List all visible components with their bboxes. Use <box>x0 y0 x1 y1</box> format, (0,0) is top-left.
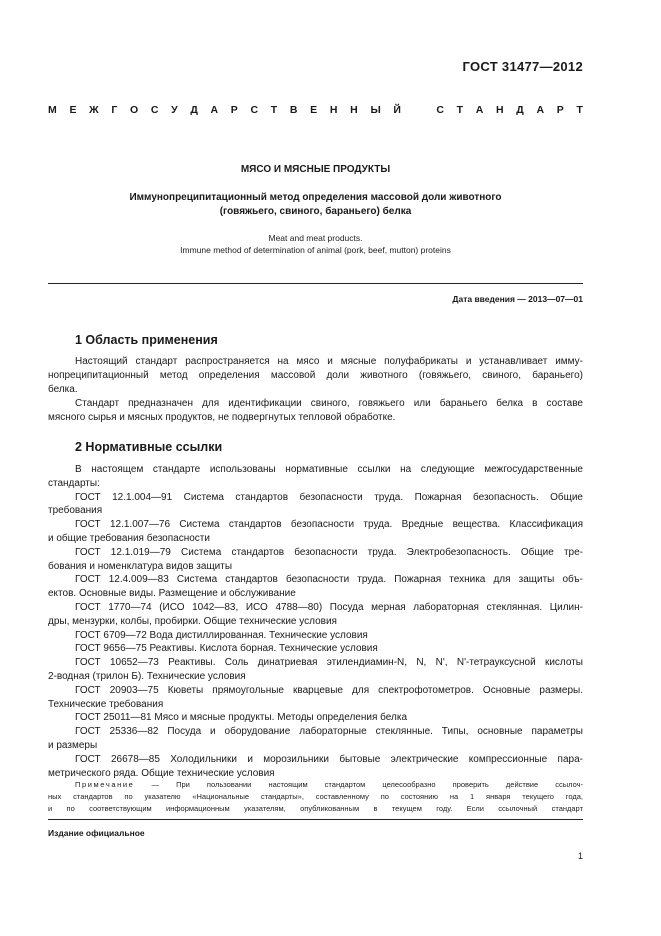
reference-line: ГОСТ 20903—75 Кюветы прямоугольные кварцевые для спектрофотометров. Основные размеры. <box>75 684 583 696</box>
reference-line: ГОСТ 12.1.019—79 Система стандартов безопасности труда. Электробезопасность. Общие тре- <box>75 546 583 558</box>
gost-number: ГОСТ 31477—2012 <box>462 59 583 74</box>
reference-line: ГОСТ 25336—82 Посуда и оборудование лабораторные стеклянные. Типы, основные параметры <box>75 726 583 738</box>
banner-letter <box>414 104 424 116</box>
banner-letter: Н <box>350 104 358 116</box>
note-line: Примечание — При пользовании настоящим стандартом целесообразно проверить действие ссылоч- <box>75 780 583 789</box>
note-block <box>48 779 583 816</box>
banner-letter: Ж <box>89 104 99 116</box>
text-line: Настоящий стандарт распространяется на мясо и мясные полуфабрикаты и устанавливает имму- <box>75 356 583 367</box>
reference-line: ГОСТ 6709—72 Вода дистиллированная. Технические условия <box>75 629 368 641</box>
document-subtitle-ru <box>48 191 583 219</box>
section-2-references <box>48 463 583 780</box>
subtitle-ru-line: (говяжьего, свиного, бараньего) белка <box>219 206 412 217</box>
reference-line: бования и номенклатура видов защиты <box>48 560 233 572</box>
subtitle-ru-line: Иммунопреципитационный метод определения массовой доли животного <box>129 192 502 203</box>
text-line: белка. <box>48 383 78 395</box>
note-line: и по соответствующим информационным указателям, опубликованным в текущем году. Если ссылочный стандарт <box>48 804 583 814</box>
subtitle-en-line: Meat and meat products. <box>268 233 363 243</box>
text-line: мясного сырья и мясных продуктов, не подвергнутых тепловой обработке. <box>48 411 396 423</box>
reference-line: Технические требования <box>48 698 164 710</box>
banner-letter: С <box>436 104 444 116</box>
reference-line: ектов. Основные виды. Размещение и обслуживание <box>48 588 296 600</box>
reference-line: 2-водная (трилон Б). Технические условия <box>48 670 246 682</box>
reference-line: В настоящем стандарте использованы нормативные ссылки на следующие межгосударственные <box>75 464 583 475</box>
banner-letter: Т <box>576 104 583 116</box>
reference-line: ГОСТ 10652—73 Реактивы. Соль динатриевая этилендиамин-N, N, N', N'-тетрауксусной кислоты <box>75 657 583 669</box>
section-1-heading: 1 Область применения <box>75 333 218 347</box>
banner-letter: Е <box>310 104 318 116</box>
banner-letter: Р <box>556 104 564 116</box>
document-subtitle-en <box>48 232 583 256</box>
banner-letter: А <box>210 104 219 116</box>
banner-letter: А <box>475 104 484 116</box>
banner-letter: Г <box>111 104 118 116</box>
banner-letter: А <box>536 104 545 116</box>
top-divider <box>48 283 583 284</box>
interstate-standard-banner <box>48 104 583 116</box>
note-line: ных стандартов по указателю «Национальные стандарты», составленному по состоянию на 1 января текущего года, <box>48 792 583 802</box>
reference-line: ГОСТ 12.1.004—91 Система стандартов безопасности труда. Пожарная безопасность. Общие <box>75 491 583 503</box>
reference-line: ГОСТ 12.1.007—76 Система стандартов безопасности труда. Вредные вещества. Классификация <box>75 519 583 531</box>
banner-letter: Д <box>516 104 524 116</box>
reference-line: ГОСТ 26678—85 Холодильники и морозильники бытовые электрические компрессионные пара- <box>75 753 583 765</box>
banner-letter: О <box>129 104 139 116</box>
reference-line: требования <box>48 505 103 517</box>
document-title: МЯСО И МЯСНЫЕ ПРОДУКТЫ <box>240 164 391 175</box>
banner-letter: В <box>289 104 298 116</box>
banner-letter: Е <box>69 104 77 116</box>
reference-line: ГОСТ 1770—74 (ИСО 1042—83, ИСО 4788—80) Посуда мерная лабораторная стеклянная. Цилин- <box>75 601 583 613</box>
section-1-paragraph-2 <box>48 397 583 425</box>
banner-letter: Н <box>496 104 504 116</box>
section-2-heading: 2 Нормативные ссылки <box>75 440 223 454</box>
banner-letter: Ы <box>370 104 381 116</box>
banner-letter: Д <box>190 104 198 116</box>
footer-divider <box>48 819 583 820</box>
text-line: Стандарт предназначен для идентификации свиного, говяжьего или бараньего белка в составе <box>75 398 583 409</box>
reference-line: ГОСТ 12.4.009—83 Система стандартов безопасности труда. Пожарная техника для защиты объ- <box>75 574 583 586</box>
banner-letter: Р <box>230 104 238 116</box>
reference-line: ГОСТ 25011—81 Мясо и мясные продукты. Методы определения белка <box>75 712 408 724</box>
reference-line: ГОСТ 9656—75 Реактивы. Кислота борная. Технические условия <box>75 643 378 655</box>
section-1-paragraph-1 <box>48 355 583 396</box>
banner-letter: Н <box>329 104 338 116</box>
reference-line: и размеры <box>48 739 98 751</box>
banner-letter: С <box>250 104 259 116</box>
banner-letter: М <box>48 104 57 116</box>
page-number: 1 <box>577 851 583 861</box>
banner-letter: Й <box>393 104 401 116</box>
reference-line: стандарты: <box>48 477 100 489</box>
introduction-date: Дата введения — 2013—07—01 <box>452 294 583 304</box>
reference-line: дры, мензурки, колбы, пробирки. Общие технические условия <box>48 615 337 627</box>
text-line: нопреципитационный метод определения массовой доли животного (говяжьего, свиного, бараньего) <box>48 369 583 381</box>
reference-line: метрического ряда. Общие технические условия <box>48 767 275 779</box>
subtitle-en-line: Immune method of determination of animal (pork, beef, mutton) proteins <box>180 245 451 255</box>
reference-line: и общие требования безопасности <box>48 532 210 544</box>
banner-letter: У <box>171 104 178 116</box>
banner-letter: С <box>150 104 159 116</box>
banner-letter: Т <box>456 104 464 116</box>
official-edition-label: Издание официальное <box>48 828 145 838</box>
note-label: Примечание <box>75 780 135 789</box>
banner-letter: Т <box>270 104 278 116</box>
